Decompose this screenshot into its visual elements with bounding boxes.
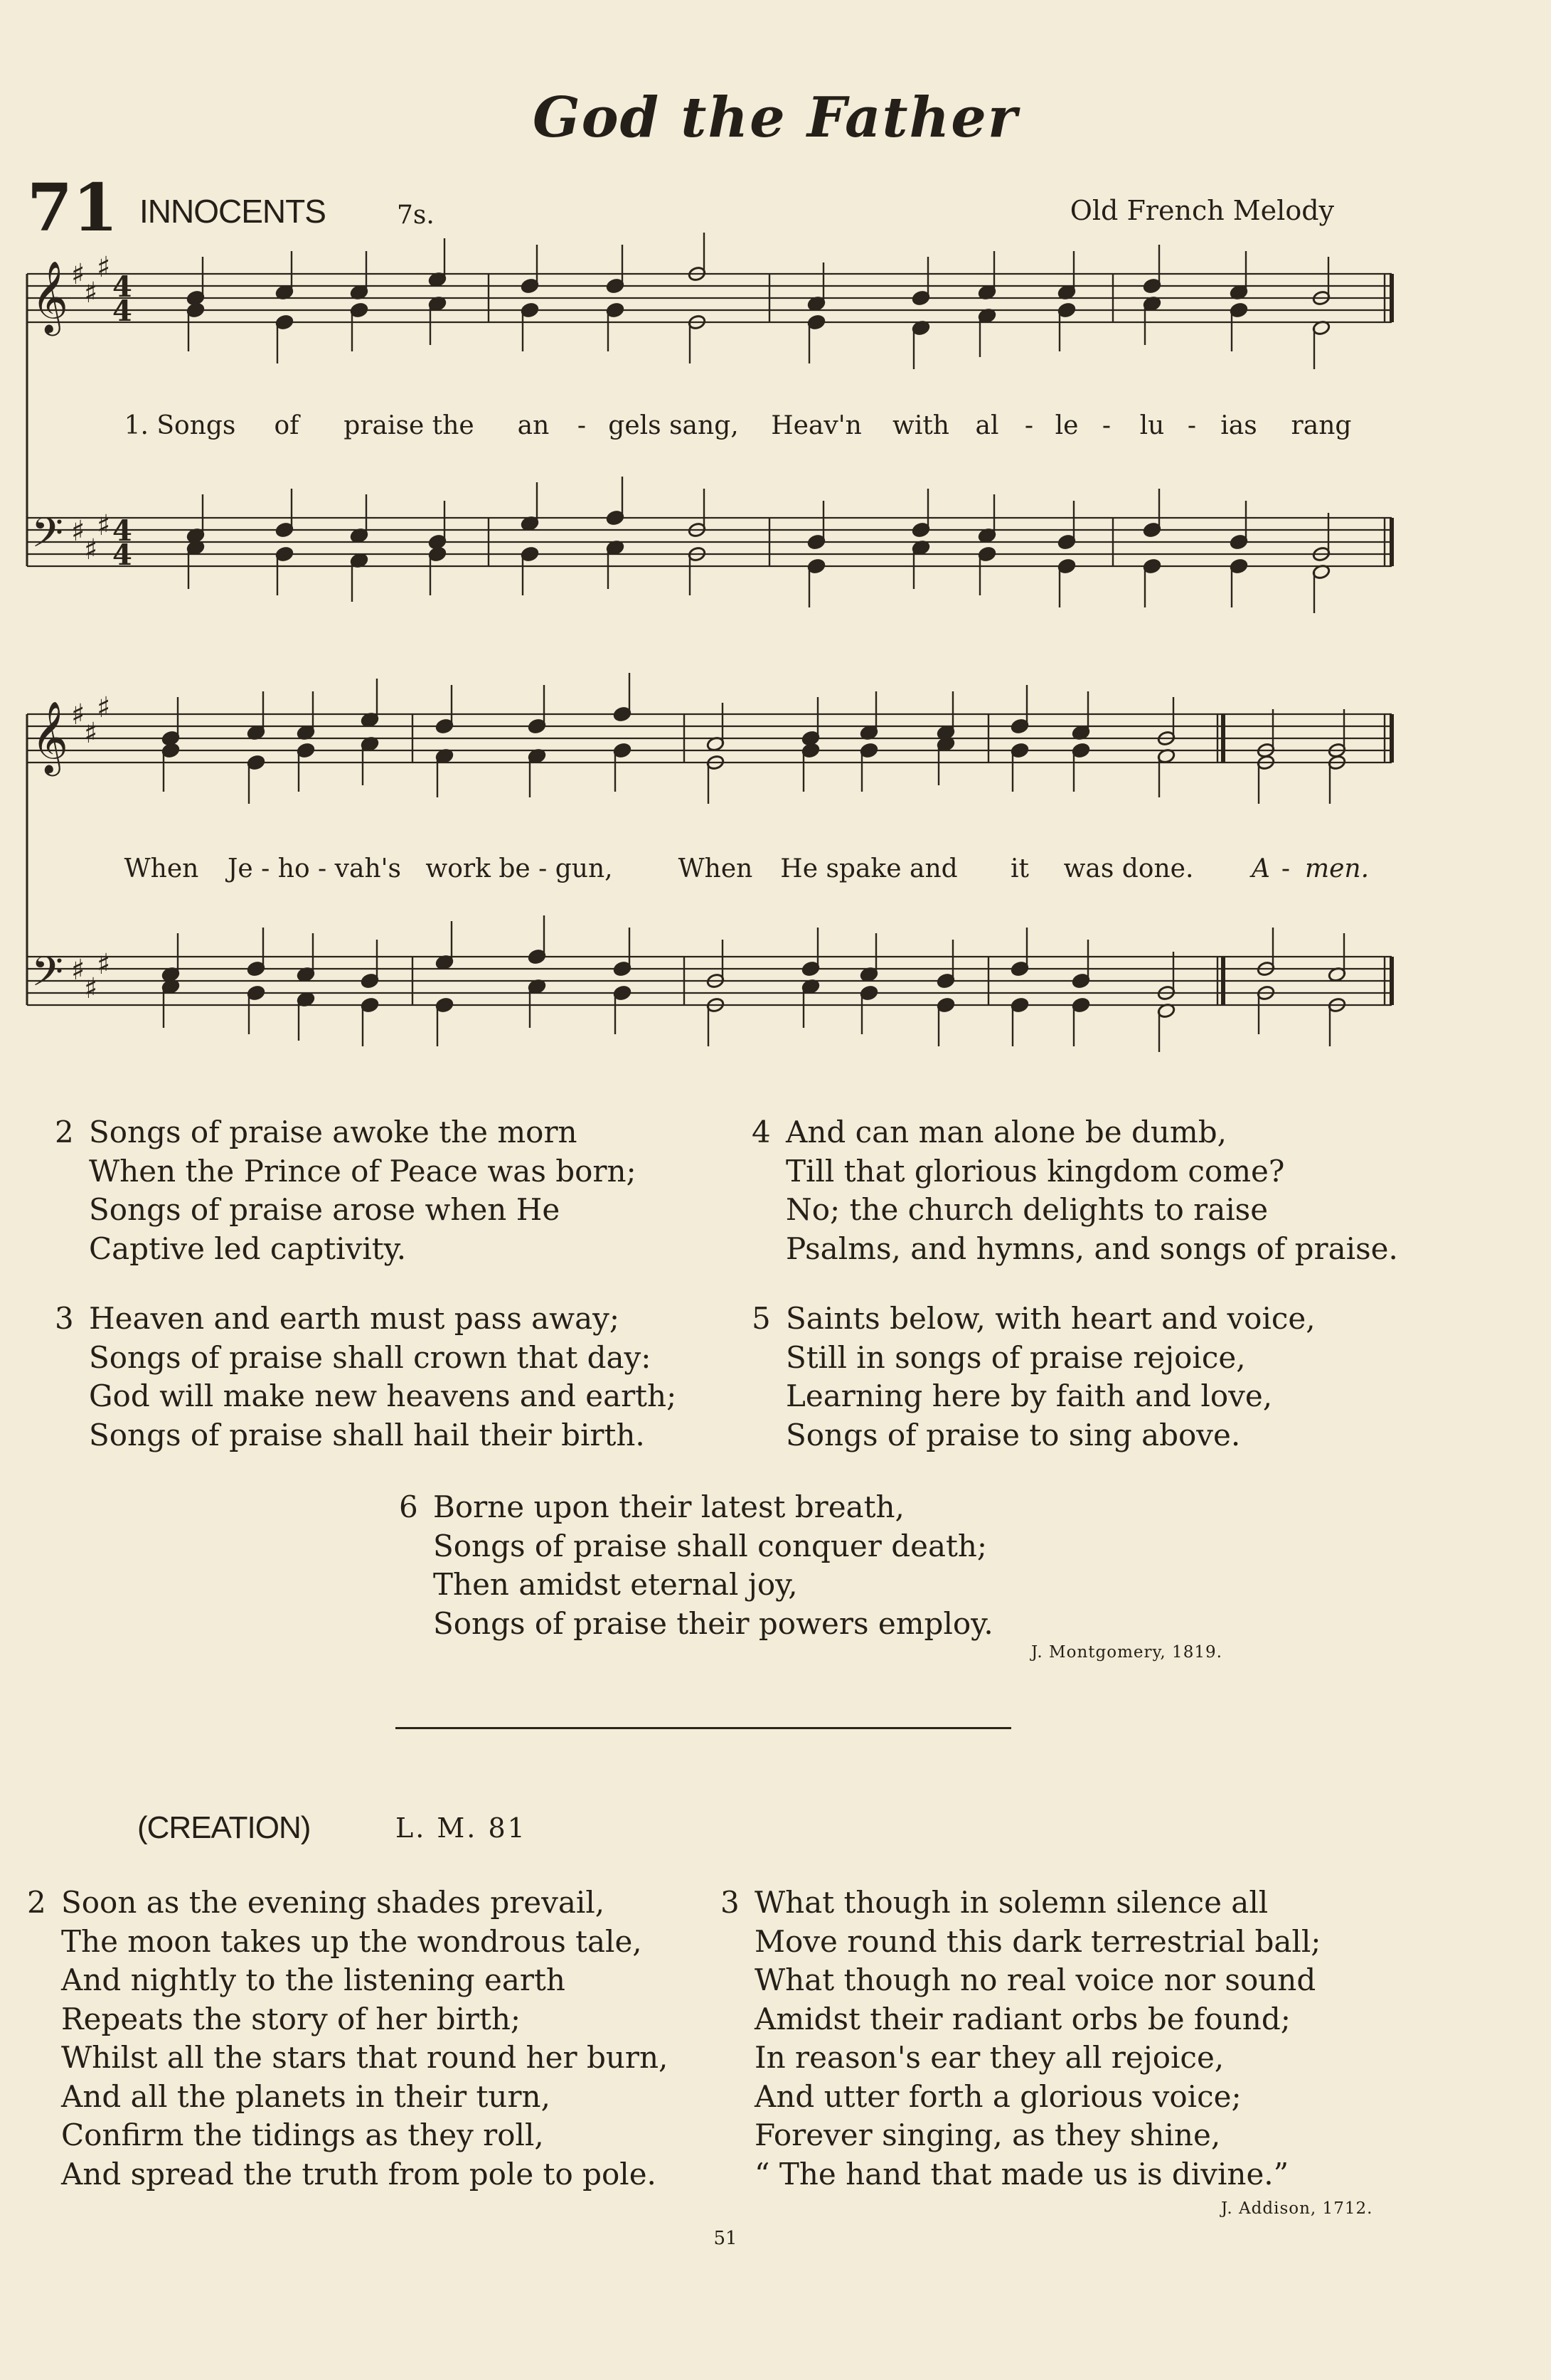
verse-line: Songs of praise awoke the morn bbox=[89, 1115, 577, 1149]
verse-line: Songs of praise their powers employ. bbox=[433, 1605, 993, 1641]
bass-clef-icon: 𝄢 bbox=[31, 509, 64, 567]
verse-line: Till that glorious kingdom come? bbox=[786, 1153, 1285, 1189]
creation-title: (CREATION) bbox=[137, 1810, 311, 1845]
lyric-syllable: A bbox=[1252, 854, 1270, 883]
lyric-syllable: le bbox=[1055, 411, 1079, 440]
verse-line: Songs of praise shall hail their birth. bbox=[89, 1417, 645, 1452]
lyric-syllable: praise the bbox=[343, 411, 474, 440]
verse-number: 2 bbox=[55, 1115, 74, 1149]
treble-clef-icon: 𝄞 bbox=[31, 700, 69, 773]
verse-line: What though in solemn silence all bbox=[755, 1885, 1269, 1920]
sharp-icon: ♯ bbox=[97, 509, 111, 542]
lyric-syllable: ias bbox=[1220, 411, 1257, 440]
verse-line: And nightly to the listening earth bbox=[61, 1962, 565, 1997]
lyric-syllable: - bbox=[1024, 411, 1034, 440]
lyric-syllable: Je - ho - vah's bbox=[227, 854, 402, 883]
page-heading: God the Father bbox=[533, 85, 1018, 150]
verse-number: 5 bbox=[752, 1301, 771, 1336]
verse-line: No; the church delights to raise bbox=[786, 1192, 1269, 1227]
lyric-syllable: - bbox=[1187, 411, 1197, 440]
hymn-number: 71 bbox=[27, 169, 119, 246]
verse-line: “ The hand that made us is divine.” bbox=[755, 2156, 1289, 2192]
verse-line: And all the planets in their turn, bbox=[61, 2078, 550, 2114]
verse-line: Songs of praise shall crown that day: bbox=[89, 1339, 651, 1375]
verse-line: Saints below, with heart and voice, bbox=[786, 1301, 1316, 1336]
tune-source: Old French Melody bbox=[1070, 195, 1334, 226]
lyrics-line-2 bbox=[0, 854, 1551, 890]
verse-line: Captive led captivity. bbox=[89, 1231, 407, 1266]
verse-number: 6 bbox=[399, 1489, 418, 1524]
lyric-syllable: - bbox=[1281, 854, 1291, 883]
sharp-icon: ♯ bbox=[84, 972, 98, 1005]
verse-line: Whilst all the stars that round her burn, bbox=[61, 2040, 668, 2075]
lyric-syllable: 1. Songs bbox=[124, 411, 236, 440]
sharp-icon: ♯ bbox=[97, 948, 111, 981]
verse-line: Amidst their radiant orbs be found; bbox=[755, 2001, 1291, 2036]
verse-line: God will make new heavens and earth; bbox=[89, 1378, 677, 1413]
verse-line: And can man alone be dumb, bbox=[786, 1115, 1227, 1149]
verse-line: The moon takes up the wondrous tale, bbox=[61, 1923, 642, 1959]
sharp-icon: ♯ bbox=[71, 515, 85, 548]
tune-name: INNOCENTS bbox=[139, 193, 326, 230]
sharp-icon: ♯ bbox=[84, 277, 98, 309]
lyric-syllable: men. bbox=[1304, 854, 1370, 883]
hymn-meter: 7s. bbox=[397, 201, 435, 230]
verse-line: Move round this dark terrestrial ball; bbox=[755, 1923, 1321, 1959]
lyric-syllable: work be - gun, bbox=[425, 854, 613, 883]
verse-line: Songs of praise to sing above. bbox=[786, 1417, 1241, 1452]
verse-line: Confirm the tidings as they roll, bbox=[61, 2118, 544, 2152]
sharp-icon: ♯ bbox=[71, 954, 85, 987]
lyric-syllable: He spake and bbox=[780, 854, 958, 883]
creation-meter: L. M. 81 bbox=[395, 1812, 527, 1844]
sharp-icon: ♯ bbox=[84, 533, 98, 566]
time-signature-top: 4 bbox=[112, 270, 132, 304]
time-signature-bottom: 4 bbox=[112, 294, 132, 328]
verse-number: 2 bbox=[27, 1885, 46, 1920]
lyric-syllable: an bbox=[517, 411, 550, 440]
sharp-icon: ♯ bbox=[97, 691, 111, 724]
lyric-syllable: When bbox=[678, 854, 753, 883]
lyric-syllable: gels sang, bbox=[608, 411, 739, 440]
verse-line: And utter forth a glorious voice; bbox=[755, 2078, 1242, 2114]
verse-number: 3 bbox=[720, 1885, 740, 1920]
verse-line: Then amidst eternal joy, bbox=[433, 1567, 798, 1602]
attribution-addison: J. Addison, 1712. bbox=[1221, 2199, 1373, 2218]
verse-line: In reason's ear they all rejoice, bbox=[755, 2040, 1225, 2075]
verse-number: 4 bbox=[752, 1115, 771, 1149]
sharp-icon: ♯ bbox=[71, 698, 85, 731]
verse-line: Soon as the evening shades prevail, bbox=[61, 1885, 605, 1920]
verse-line: Still in songs of praise rejoice, bbox=[786, 1339, 1246, 1375]
verse-line: What though no real voice nor sound bbox=[755, 1962, 1316, 1997]
verse-line: When the Prince of Peace was born; bbox=[89, 1153, 636, 1189]
lyric-syllable: - bbox=[577, 411, 587, 440]
verse-line: Learning here by faith and love, bbox=[786, 1378, 1273, 1413]
verse-line: Psalms, and hymns, and songs of praise. bbox=[786, 1231, 1398, 1266]
lyric-syllable: was done. bbox=[1063, 854, 1194, 883]
verse-line: Songs of praise shall conquer death; bbox=[433, 1528, 988, 1563]
lyric-syllable: lu bbox=[1139, 411, 1165, 440]
lyrics-line-1 bbox=[0, 411, 1551, 447]
sharp-icon: ♯ bbox=[84, 717, 98, 750]
verse-line: Borne upon their latest breath, bbox=[433, 1489, 905, 1524]
lyric-syllable: - bbox=[1102, 411, 1112, 440]
verse-line: And spread the truth from pole to pole. bbox=[61, 2156, 656, 2192]
lyric-syllable: al bbox=[975, 411, 999, 440]
verse-line: Heaven and earth must pass away; bbox=[89, 1301, 620, 1336]
lyric-syllable: rang bbox=[1291, 411, 1352, 440]
lyric-syllable: with bbox=[892, 411, 949, 440]
verse-line: Repeats the story of her birth; bbox=[61, 2001, 521, 2036]
attribution-montgomery: J. Montgomery, 1819. bbox=[1031, 1643, 1222, 1662]
lyric-syllable: it bbox=[1011, 854, 1029, 883]
sharp-icon: ♯ bbox=[97, 251, 111, 284]
sharp-icon: ♯ bbox=[71, 258, 85, 291]
verse-line: Forever singing, as they shine, bbox=[755, 2118, 1221, 2152]
verse-line: Songs of praise arose when He bbox=[89, 1192, 560, 1227]
treble-clef-icon: 𝄞 bbox=[31, 260, 69, 333]
section-divider bbox=[395, 1727, 1011, 1729]
bass-clef-icon: 𝄢 bbox=[31, 947, 64, 1006]
lyric-syllable: When bbox=[124, 854, 199, 883]
verse-number: 3 bbox=[55, 1301, 74, 1336]
lyric-syllable: of bbox=[274, 411, 299, 440]
time-signature-top: 4 bbox=[112, 514, 132, 548]
music-score bbox=[0, 0, 1551, 1067]
lyric-syllable: Heav'n bbox=[771, 411, 862, 440]
time-signature-bottom: 4 bbox=[112, 538, 132, 572]
page-number: 51 bbox=[713, 2228, 737, 2249]
